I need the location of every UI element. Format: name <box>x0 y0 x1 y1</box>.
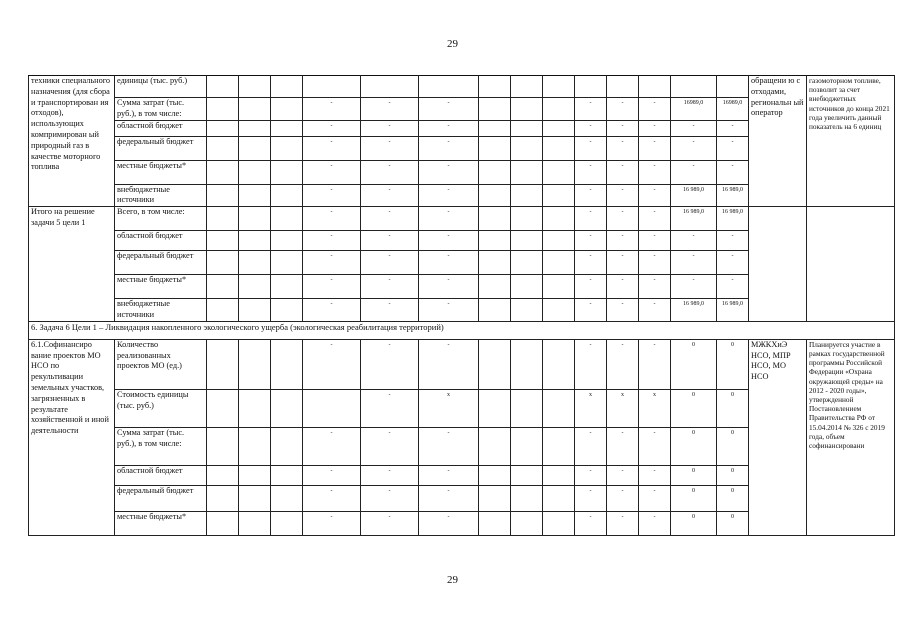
empty-cell <box>479 465 511 485</box>
empty-cell <box>479 160 511 184</box>
value-cell: - <box>717 275 749 299</box>
value-cell: 16989,0 <box>717 98 749 121</box>
empty-cell <box>511 511 543 535</box>
empty-cell <box>207 160 239 184</box>
indicator-label: Всего, в том числе: <box>115 207 207 231</box>
value-cell: - <box>575 339 607 389</box>
empty-cell <box>543 76 575 98</box>
empty-cell <box>543 275 575 299</box>
empty-cell <box>511 136 543 160</box>
value-cell: - <box>361 184 419 207</box>
value-cell: - <box>575 136 607 160</box>
value-cell: 0 <box>671 511 717 535</box>
empty-cell <box>207 120 239 136</box>
value-cell: - <box>671 160 717 184</box>
empty-cell <box>511 427 543 465</box>
value-cell: - <box>717 231 749 251</box>
empty-cell <box>511 184 543 207</box>
value-cell: - <box>303 231 361 251</box>
empty-cell <box>271 427 303 465</box>
empty-cell <box>207 427 239 465</box>
value-cell <box>575 76 607 98</box>
value-cell: - <box>607 251 639 275</box>
value-cell: - <box>419 184 479 207</box>
empty-cell <box>543 136 575 160</box>
value-cell: 16 989,0 <box>717 207 749 231</box>
indicator-label: Количество реализованных проектов МО (ед.) <box>115 339 207 389</box>
empty-cell <box>543 299 575 322</box>
value-cell: - <box>639 207 671 231</box>
value-cell: - <box>607 275 639 299</box>
value-cell: - <box>419 120 479 136</box>
empty-cell <box>271 231 303 251</box>
value-cell <box>361 76 419 98</box>
value-cell: - <box>575 120 607 136</box>
value-cell: - <box>419 231 479 251</box>
empty-cell <box>207 251 239 275</box>
indicator-label: областной бюджет <box>115 120 207 136</box>
indicator-label: Сумма затрат (тыс. руб.), в том числе: <box>115 427 207 465</box>
value-cell: - <box>575 465 607 485</box>
value-cell: 16 989,0 <box>671 184 717 207</box>
value-cell: - <box>419 485 479 511</box>
empty-cell <box>479 511 511 535</box>
empty-cell <box>239 231 271 251</box>
value-cell: - <box>303 184 361 207</box>
empty-cell <box>239 389 271 427</box>
empty-cell <box>543 207 575 231</box>
value-cell: - <box>361 389 419 427</box>
empty-cell <box>239 299 271 322</box>
empty-cell <box>543 160 575 184</box>
empty-cell <box>239 184 271 207</box>
program-table <box>28 75 895 536</box>
empty-cell <box>239 485 271 511</box>
value-cell: - <box>671 275 717 299</box>
value-cell: - <box>607 98 639 121</box>
table-body <box>29 76 895 536</box>
value-cell: - <box>303 98 361 121</box>
empty-cell <box>207 511 239 535</box>
empty-cell <box>479 299 511 322</box>
empty-cell <box>271 98 303 121</box>
empty-cell <box>271 76 303 98</box>
value-cell: - <box>639 485 671 511</box>
value-cell: - <box>303 251 361 275</box>
value-cell: - <box>671 251 717 275</box>
empty-cell <box>239 160 271 184</box>
empty-cell <box>511 465 543 485</box>
empty-cell <box>271 485 303 511</box>
empty-cell <box>271 120 303 136</box>
value-cell: - <box>607 511 639 535</box>
empty-cell <box>207 299 239 322</box>
value-cell: - <box>419 339 479 389</box>
value-cell: - <box>717 160 749 184</box>
empty-cell <box>239 136 271 160</box>
indicator-label: внебюджетные источники <box>115 299 207 322</box>
empty-cell <box>271 160 303 184</box>
value-cell: x <box>419 389 479 427</box>
value-cell: - <box>361 465 419 485</box>
value-cell: - <box>419 275 479 299</box>
note-cell: Планируется участие в рамках государственной программы Российской Федерации «Охрана окружающей среды» на 2012 - 2020 годы», утвержденной Постановлением Правительства РФ от 15.04.2014 № 326 с 2019 года, объем софинансировани <box>807 339 895 535</box>
value-cell: - <box>607 339 639 389</box>
value-cell: - <box>419 511 479 535</box>
empty-cell <box>479 339 511 389</box>
indicator-label: областной бюджет <box>115 231 207 251</box>
value-cell: - <box>639 160 671 184</box>
empty-cell <box>543 485 575 511</box>
indicator-label: Сумма затрат (тыс. руб.), в том числе: <box>115 98 207 121</box>
empty-cell <box>207 339 239 389</box>
empty-cell <box>511 389 543 427</box>
value-cell: 0 <box>671 485 717 511</box>
value-cell: - <box>717 120 749 136</box>
measure-name: техники специального назначения (для сбора и транспортирован ия отходов), использующих компримирован ый природный газ в качестве моторного топлива <box>29 76 115 207</box>
value-cell: x <box>575 389 607 427</box>
empty-cell <box>239 275 271 299</box>
empty-cell <box>207 231 239 251</box>
empty-cell <box>479 120 511 136</box>
empty-cell <box>511 299 543 322</box>
indicator-label: федеральный бюджет <box>115 485 207 511</box>
empty-cell <box>479 76 511 98</box>
note-cell: газомоторном топливе, позволит за счет внебюджетных источников до конца 2021 года увеличить данный показатель на 6 единиц <box>807 76 895 207</box>
value-cell <box>303 76 361 98</box>
value-cell: - <box>303 511 361 535</box>
value-cell: - <box>361 160 419 184</box>
value-cell: - <box>419 98 479 121</box>
empty-cell <box>271 339 303 389</box>
value-cell: 0 <box>717 485 749 511</box>
empty-cell <box>479 231 511 251</box>
value-cell: - <box>607 299 639 322</box>
empty-cell <box>511 76 543 98</box>
table-row <box>29 76 895 98</box>
value-cell: - <box>717 251 749 275</box>
empty-cell <box>543 184 575 207</box>
empty-cell <box>543 465 575 485</box>
value-cell: - <box>639 427 671 465</box>
empty-cell <box>271 389 303 427</box>
page-number-bottom: 29 <box>447 574 458 586</box>
value-cell: 0 <box>671 339 717 389</box>
value-cell: - <box>607 231 639 251</box>
empty-cell <box>207 76 239 98</box>
value-cell: - <box>303 465 361 485</box>
value-cell: - <box>361 299 419 322</box>
value-cell: - <box>639 275 671 299</box>
indicator-label: областной бюджет <box>115 465 207 485</box>
value-cell: 16 989,0 <box>717 299 749 322</box>
value-cell: - <box>419 299 479 322</box>
empty-cell <box>511 251 543 275</box>
value-cell: 0 <box>717 339 749 389</box>
indicator-label: местные бюджеты* <box>115 511 207 535</box>
empty-cell <box>479 98 511 121</box>
empty-cell <box>239 465 271 485</box>
section-title: 6. Задача 6 Цели 1 – Ликвидация накопленного экологического ущерба (экологическая реабилитация территорий) <box>29 321 895 339</box>
indicator-label: единицы (тыс. руб.) <box>115 76 207 98</box>
empty-cell <box>479 251 511 275</box>
empty-cell <box>479 485 511 511</box>
value-cell: 0 <box>671 465 717 485</box>
empty-cell <box>479 207 511 231</box>
executor-cell <box>749 207 807 322</box>
value-cell: - <box>303 160 361 184</box>
empty-cell <box>207 275 239 299</box>
empty-cell <box>207 136 239 160</box>
empty-cell <box>511 98 543 121</box>
value-cell: - <box>361 275 419 299</box>
value-cell: - <box>575 207 607 231</box>
value-cell: - <box>419 427 479 465</box>
value-cell: - <box>419 160 479 184</box>
value-cell: - <box>361 339 419 389</box>
value-cell: - <box>303 339 361 389</box>
value-cell: - <box>575 427 607 465</box>
value-cell: - <box>607 136 639 160</box>
indicator-label: Стоимость единицы (тыс. руб.) <box>115 389 207 427</box>
executor-cell: обращени ю с отходами, региональн ый оператор <box>749 76 807 207</box>
measure-name: Итого на решение задачи 5 цели 1 <box>29 207 115 322</box>
indicator-label: внебюджетные источники <box>115 184 207 207</box>
value-cell: - <box>361 207 419 231</box>
value-cell: - <box>361 251 419 275</box>
empty-cell <box>207 98 239 121</box>
empty-cell <box>271 136 303 160</box>
value-cell: - <box>639 251 671 275</box>
value-cell: - <box>639 184 671 207</box>
empty-cell <box>239 207 271 231</box>
value-cell: - <box>419 251 479 275</box>
value-cell: - <box>361 427 419 465</box>
value-cell: - <box>639 98 671 121</box>
empty-cell <box>271 184 303 207</box>
value-cell: - <box>575 275 607 299</box>
indicator-label: федеральный бюджет <box>115 136 207 160</box>
empty-cell <box>207 207 239 231</box>
value-cell: 0 <box>671 427 717 465</box>
value-cell: - <box>639 465 671 485</box>
table-row <box>29 339 895 389</box>
value-cell: - <box>639 299 671 322</box>
empty-cell <box>479 389 511 427</box>
value-cell: - <box>671 231 717 251</box>
empty-cell <box>511 231 543 251</box>
value-cell: 0 <box>717 511 749 535</box>
value-cell: - <box>575 231 607 251</box>
table-row <box>29 207 895 231</box>
value-cell: - <box>303 275 361 299</box>
note-cell <box>807 207 895 322</box>
value-cell: - <box>575 511 607 535</box>
empty-cell <box>543 98 575 121</box>
value-cell: 16989,0 <box>671 98 717 121</box>
empty-cell <box>271 251 303 275</box>
value-cell: - <box>419 136 479 160</box>
value-cell: - <box>671 136 717 160</box>
value-cell: 0 <box>717 465 749 485</box>
value-cell: - <box>303 299 361 322</box>
empty-cell <box>511 207 543 231</box>
value-cell: - <box>607 160 639 184</box>
value-cell: 16 989,0 <box>717 184 749 207</box>
value-cell <box>303 389 361 427</box>
section-row <box>29 321 895 339</box>
empty-cell <box>511 339 543 389</box>
value-cell: - <box>303 120 361 136</box>
empty-cell <box>543 231 575 251</box>
empty-cell <box>479 184 511 207</box>
value-cell: - <box>303 207 361 231</box>
value-cell: - <box>575 98 607 121</box>
empty-cell <box>239 339 271 389</box>
value-cell: - <box>639 339 671 389</box>
empty-cell <box>239 251 271 275</box>
empty-cell <box>207 485 239 511</box>
empty-cell <box>543 427 575 465</box>
value-cell: - <box>575 485 607 511</box>
empty-cell <box>543 120 575 136</box>
empty-cell <box>543 251 575 275</box>
empty-cell <box>479 136 511 160</box>
page-number-top: 29 <box>447 38 458 50</box>
value-cell <box>717 76 749 98</box>
indicator-label: местные бюджеты* <box>115 160 207 184</box>
empty-cell <box>479 427 511 465</box>
value-cell: 0 <box>717 427 749 465</box>
empty-cell <box>207 184 239 207</box>
value-cell: - <box>575 160 607 184</box>
value-cell: - <box>303 427 361 465</box>
value-cell: - <box>607 485 639 511</box>
value-cell <box>607 76 639 98</box>
empty-cell <box>271 207 303 231</box>
empty-cell <box>239 98 271 121</box>
value-cell: - <box>575 251 607 275</box>
value-cell: 16 989,0 <box>671 207 717 231</box>
empty-cell <box>239 76 271 98</box>
value-cell <box>639 76 671 98</box>
empty-cell <box>543 511 575 535</box>
value-cell: - <box>607 120 639 136</box>
empty-cell <box>207 465 239 485</box>
value-cell: - <box>671 120 717 136</box>
value-cell: - <box>361 120 419 136</box>
value-cell: - <box>419 207 479 231</box>
value-cell: - <box>575 299 607 322</box>
executor-cell: МЖКХиЭ НСО, МПР НСО, МО НСО <box>749 339 807 535</box>
value-cell: - <box>361 231 419 251</box>
value-cell: - <box>303 136 361 160</box>
value-cell: - <box>303 485 361 511</box>
empty-cell <box>239 427 271 465</box>
value-cell: x <box>639 389 671 427</box>
value-cell: - <box>575 184 607 207</box>
empty-cell <box>511 485 543 511</box>
value-cell: - <box>419 465 479 485</box>
value-cell: - <box>717 136 749 160</box>
value-cell: - <box>639 120 671 136</box>
value-cell: - <box>607 427 639 465</box>
value-cell: - <box>639 136 671 160</box>
value-cell: 0 <box>671 389 717 427</box>
empty-cell <box>239 120 271 136</box>
value-cell: 16 989,0 <box>671 299 717 322</box>
value-cell <box>419 76 479 98</box>
indicator-label: федеральный бюджет <box>115 251 207 275</box>
empty-cell <box>543 339 575 389</box>
measure-name: 6.1.Софинансиро вание проектов МО НСО по рекультивации земельных участков, загрязненных в результате хозяйственной и иной деятельности <box>29 339 115 535</box>
value-cell: - <box>639 231 671 251</box>
empty-cell <box>511 120 543 136</box>
value-cell: - <box>607 184 639 207</box>
value-cell: x <box>607 389 639 427</box>
empty-cell <box>207 389 239 427</box>
empty-cell <box>271 511 303 535</box>
value-cell: - <box>361 136 419 160</box>
value-cell: - <box>361 485 419 511</box>
empty-cell <box>543 389 575 427</box>
value-cell <box>671 76 717 98</box>
empty-cell <box>271 465 303 485</box>
value-cell: - <box>361 511 419 535</box>
empty-cell <box>271 275 303 299</box>
empty-cell <box>479 275 511 299</box>
indicator-label: местные бюджеты* <box>115 275 207 299</box>
empty-cell <box>271 299 303 322</box>
value-cell: 0 <box>717 389 749 427</box>
empty-cell <box>239 511 271 535</box>
value-cell: - <box>607 465 639 485</box>
empty-cell <box>511 160 543 184</box>
value-cell: - <box>607 207 639 231</box>
value-cell: - <box>361 98 419 121</box>
value-cell: - <box>639 511 671 535</box>
empty-cell <box>511 275 543 299</box>
